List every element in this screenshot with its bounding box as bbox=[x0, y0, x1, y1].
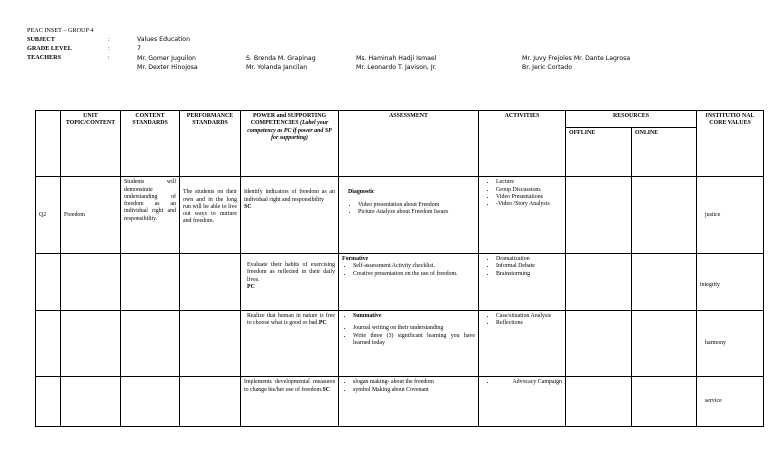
core-value-cell: integrity bbox=[697, 254, 764, 311]
activity-item: • Case/situation Analysis bbox=[496, 313, 562, 320]
offline-resource-cell bbox=[566, 377, 632, 427]
activity-item: • Informal Debate bbox=[496, 263, 562, 270]
performance-standard-cell bbox=[180, 310, 241, 376]
competency-tag: SC bbox=[244, 203, 252, 210]
teacher-name: Mr. Yolanda Jancilan bbox=[246, 64, 308, 71]
competency-tag: PC bbox=[247, 284, 255, 291]
subject-value: Values Education bbox=[137, 36, 190, 43]
teachers-colon: : bbox=[108, 54, 110, 61]
teacher-name: Mr. Dexter Hinojosa bbox=[137, 64, 198, 71]
activity-item: • -Video /Story Analysis bbox=[496, 201, 562, 208]
activities-cell bbox=[479, 254, 566, 311]
teacher-name: Mr. Leonardo T. Javison, Jr. bbox=[356, 64, 437, 71]
content-standard-cell bbox=[121, 254, 180, 311]
assessment-header: ASSESSMENT bbox=[339, 111, 479, 177]
core-value-cell: harmony bbox=[697, 310, 764, 376]
quarter-cell bbox=[36, 377, 61, 427]
competencies-header bbox=[241, 111, 339, 177]
offline-header: OFFLINE bbox=[566, 127, 632, 177]
activities-header: ACTIVITIES bbox=[479, 111, 566, 177]
table-row bbox=[36, 377, 764, 427]
competency-text: Identify indicators of freedom as an individual right and responsibility bbox=[244, 189, 335, 203]
teacher-name: Mr. Gomer Juguilon bbox=[137, 55, 196, 62]
activity-item: • Advocacy Campaign bbox=[496, 379, 562, 386]
activity-item: • Dramatization bbox=[496, 256, 562, 263]
competencies-note: (Label your competency as PC if power and SP for supporting) bbox=[247, 120, 332, 141]
competencies-title: POWER and SUPPORTING COMPETENCIES bbox=[250, 113, 327, 127]
assessment-title: Formative bbox=[342, 256, 369, 263]
teacher-name: Mr. Juvy Frejoles Mr. Dante Lagrosa bbox=[522, 55, 631, 62]
online-resource-cell bbox=[632, 177, 697, 254]
online-header: ONLINE bbox=[632, 127, 697, 177]
assessment-cell bbox=[339, 377, 479, 427]
assessment-title: Summative bbox=[353, 312, 382, 319]
content-standards-header: CONTENT STANDARDS bbox=[121, 111, 180, 177]
teacher-name: Ms. Haminah Hadji Ismael bbox=[356, 55, 437, 62]
unit-cell bbox=[61, 254, 121, 311]
core-value-cell: service bbox=[697, 377, 764, 427]
curriculum-map-table bbox=[35, 110, 764, 427]
competency-tag: PC bbox=[318, 320, 327, 327]
assessment-item: • Self-assessment Activity checklist. bbox=[353, 263, 475, 270]
performance-standard-cell: The students on their own and in the long run will be able to live out ways to nurture and freedom. bbox=[180, 177, 241, 254]
grade-colon: : bbox=[108, 45, 110, 52]
online-resource-cell bbox=[632, 254, 697, 311]
activity-item: • Lecture bbox=[496, 179, 562, 186]
assessment-item: • Write three (3) significant learning you have learned today bbox=[353, 333, 475, 348]
subject-label: SUBJECT bbox=[27, 36, 55, 43]
competency-cell bbox=[241, 254, 339, 311]
table-row bbox=[36, 177, 764, 254]
teacher-name: Br. Jeric Cortado bbox=[522, 64, 572, 71]
competency-tag: SC bbox=[322, 386, 331, 393]
assessment-item: • symbol Making about Covenant bbox=[353, 387, 475, 394]
subject-colon: : bbox=[108, 36, 110, 43]
teachers-label: TEACHERS bbox=[27, 54, 62, 61]
competency-text: Implements developmental measures to change his/her use of freedom. bbox=[244, 379, 335, 393]
unit-cell bbox=[61, 377, 121, 427]
competency-cell bbox=[241, 377, 339, 427]
online-resource-cell bbox=[632, 310, 697, 376]
competency-text: Evaluate their habits of exercising freedom as reflected in their daily lives. bbox=[247, 262, 335, 283]
content-standard-cell bbox=[121, 310, 180, 376]
unit-cell bbox=[61, 310, 121, 376]
offline-resource-cell bbox=[566, 310, 632, 376]
resources-header: RESOURCES bbox=[566, 111, 697, 128]
core-value-cell: justice bbox=[697, 177, 764, 254]
unit-header: UNIT TOPIC/CONTENT bbox=[61, 111, 121, 177]
offline-resource-cell bbox=[566, 177, 632, 254]
competency-cell bbox=[241, 310, 339, 376]
performance-standard-cell bbox=[180, 377, 241, 427]
competency-cell bbox=[241, 177, 339, 254]
assessment-item: • Journal writing on their understanding bbox=[353, 325, 475, 332]
activities-cell bbox=[479, 310, 566, 376]
performance-standard-cell bbox=[180, 254, 241, 311]
performance-standards-header: PERFORMANCE STANDARDS bbox=[180, 111, 241, 177]
quarter-cell bbox=[36, 254, 61, 311]
activity-item: • Video Presentations bbox=[496, 194, 562, 201]
activity-item: • Reflections bbox=[496, 320, 562, 327]
online-resource-cell bbox=[632, 377, 697, 427]
assessment-item: • Video presentation about Freedom bbox=[358, 202, 475, 209]
content-standard-cell bbox=[121, 377, 180, 427]
activity-item: • Group Discussions bbox=[496, 187, 562, 194]
assessment-cell bbox=[339, 310, 479, 376]
assessment-title: Diagnostic bbox=[348, 189, 375, 196]
core-values-header: INSTITUTIO NAL CORE VALUES bbox=[697, 111, 764, 177]
assessment-cell bbox=[339, 254, 479, 311]
offline-resource-cell bbox=[566, 254, 632, 311]
quarter-header bbox=[36, 111, 61, 177]
grade-value: 7 bbox=[137, 45, 141, 52]
activity-item: • Brainstorming bbox=[496, 271, 562, 278]
group-title: PEAC INSET – GROUP 4 bbox=[27, 27, 94, 34]
competency-text: Realize that human in nature is free to choose what is good or bad. bbox=[247, 312, 335, 327]
assessment-item: • slogan making- about the freedom bbox=[353, 379, 475, 386]
unit-cell: Freedom bbox=[61, 177, 121, 254]
grade-label: GRADE LEVEL bbox=[27, 45, 72, 52]
assessment-cell bbox=[339, 177, 479, 254]
table-row bbox=[36, 254, 764, 311]
table-row bbox=[36, 310, 764, 376]
assessment-item: • Picture Analyze about Freedom Issues bbox=[358, 209, 475, 216]
activities-cell bbox=[479, 177, 566, 254]
quarter-cell: Q2 bbox=[36, 177, 61, 254]
teacher-name: S. Brenda M. Grapinag bbox=[246, 55, 316, 62]
content-standard-cell: Students will demonstrate understanding of freedom as an individual right and responsibility. bbox=[121, 177, 180, 254]
activities-cell bbox=[479, 377, 566, 427]
quarter-cell bbox=[36, 310, 61, 376]
assessment-item: • Creative presentation on the use of freedom. bbox=[353, 271, 475, 278]
